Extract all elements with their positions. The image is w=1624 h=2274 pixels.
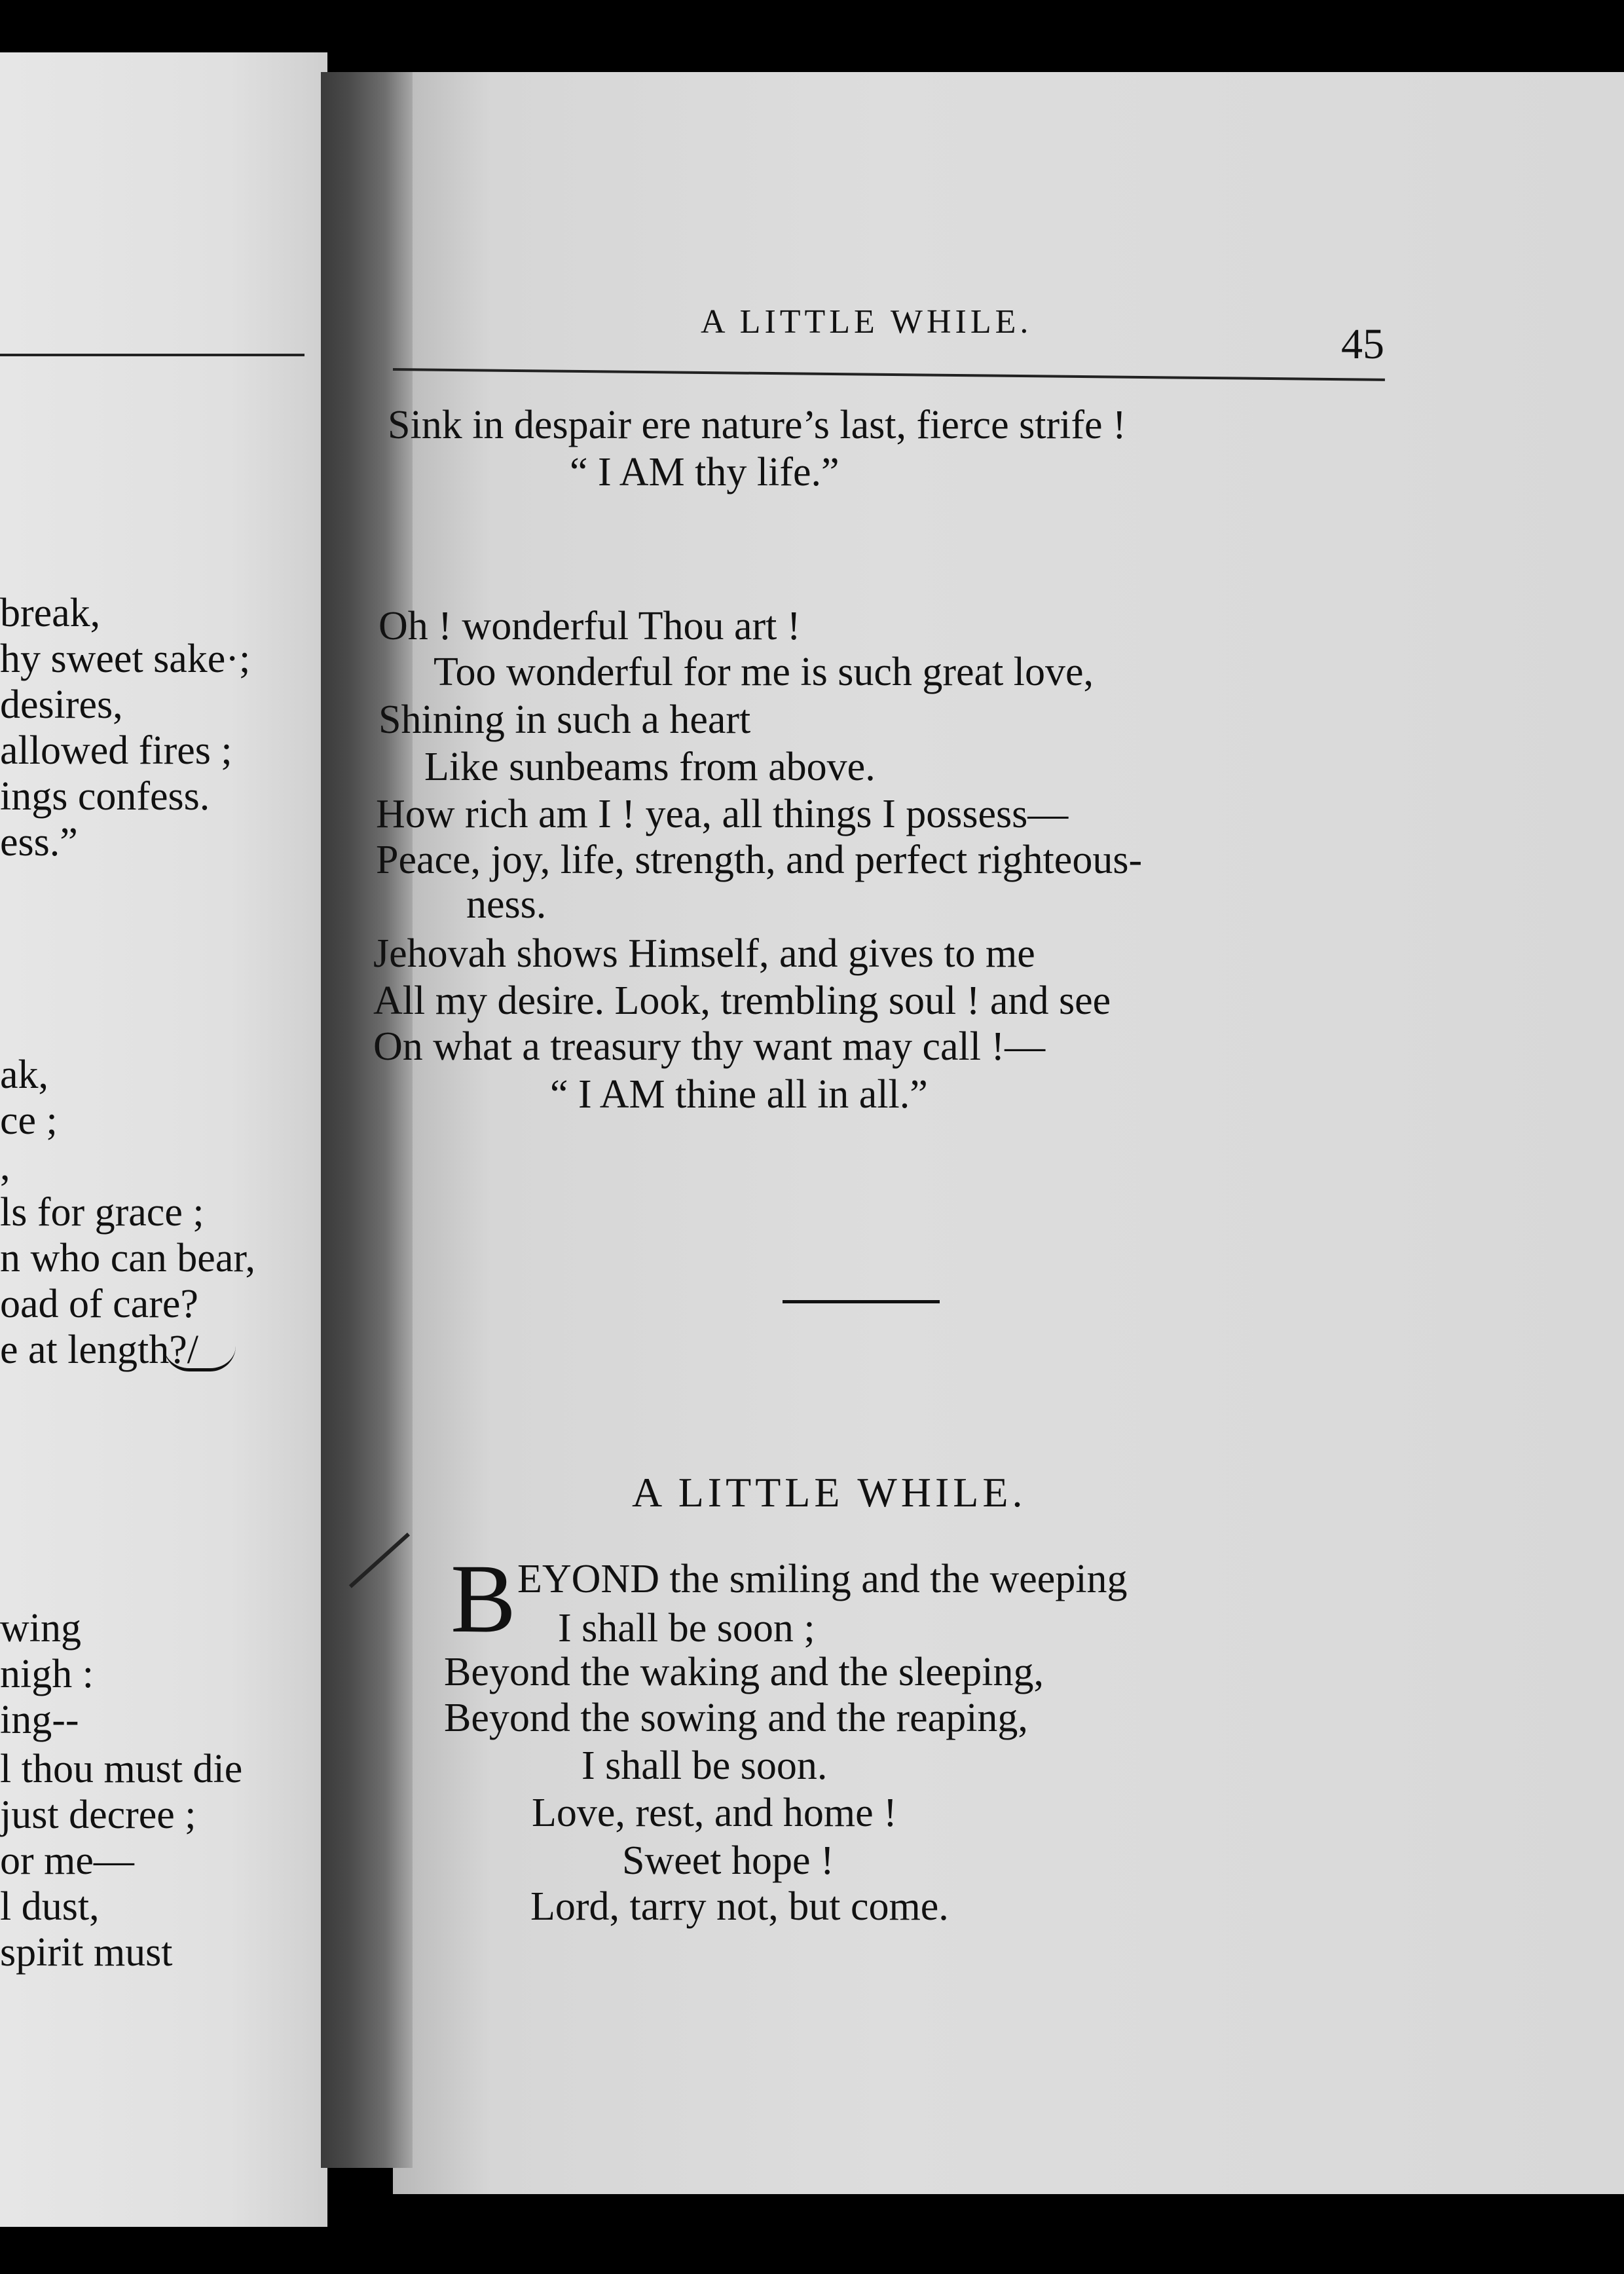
left-line: ce ;	[0, 1098, 58, 1143]
verse-line: I shall be soon.	[581, 1743, 828, 1788]
verse-line: I shall be soon ;	[558, 1606, 815, 1650]
verse-line: Oh ! wonderful Thou art !	[378, 604, 801, 648]
section-divider	[783, 1300, 940, 1303]
left-line: break,	[0, 591, 101, 635]
left-line: e at length?/	[0, 1328, 198, 1372]
verse-line: On what a treasury thy want may call !—	[373, 1024, 1046, 1069]
verse-line: Peace, joy, life, strength, and perfect righteous-	[376, 838, 1143, 882]
verse-line: EYOND the smiling and the weeping	[517, 1557, 1128, 1601]
left-line: allowed fires ;	[0, 728, 232, 773]
left-line: spirit must	[0, 1930, 173, 1975]
left-line: ings confess.	[0, 774, 210, 819]
verse-line: “ I AM thy life.”	[570, 450, 840, 494]
verse-line: Sink in despair ere nature’s last, fierce strife !	[388, 403, 1126, 447]
left-line: just decree ;	[0, 1793, 196, 1837]
left-page	[0, 52, 327, 2227]
verse-line: Love, rest, and home !	[532, 1791, 897, 1835]
verse-line: Shining in such a heart	[378, 698, 751, 742]
left-line: wing	[0, 1606, 81, 1650]
book-gutter-shadow	[321, 72, 413, 2168]
verse-line: Like sunbeams from above.	[424, 745, 876, 789]
verse-line: Too wonderful for me is such great love,	[434, 650, 1094, 694]
left-line: l dust,	[0, 1884, 100, 1929]
verse-line: Lord, tarry not, but come.	[530, 1884, 949, 1929]
left-line: nigh :	[0, 1652, 94, 1696]
left-line: l thou must die	[0, 1747, 243, 1791]
verse-line: Beyond the sowing and the reaping,	[444, 1696, 1028, 1740]
left-header-rule	[0, 354, 304, 356]
left-line: ess.”	[0, 820, 78, 865]
drop-cap: B	[451, 1544, 517, 1653]
poem-title: A LITTLE WHILE.	[632, 1469, 1027, 1516]
right-page	[393, 72, 1624, 2194]
left-line: ,	[0, 1144, 10, 1189]
verse-line: ness.	[466, 882, 547, 927]
verse-line: “ I AM thine all in all.”	[550, 1072, 928, 1117]
verse-line: Sweet hope !	[622, 1838, 834, 1883]
left-line: n who can bear,	[0, 1236, 256, 1280]
left-line: or me—	[0, 1838, 134, 1883]
left-line: desires,	[0, 682, 123, 727]
page-number: 45	[1341, 320, 1384, 368]
left-line: oad of care?	[0, 1282, 198, 1326]
left-line: ls for grace ;	[0, 1190, 204, 1235]
left-line: ak,	[0, 1053, 49, 1097]
verse-line: Beyond the waking and the sleeping,	[444, 1650, 1044, 1694]
verse-line: All my desire. Look, trembling soul ! and see	[373, 979, 1111, 1023]
verse-line: How rich am I ! yea, all things I possess—	[376, 792, 1069, 836]
running-head: A LITTLE WHILE.	[701, 303, 1033, 341]
left-line: ing--	[0, 1698, 79, 1742]
verse-line: Jehovah shows Himself, and gives to me	[373, 931, 1035, 976]
left-line: hy sweet sake·;	[0, 637, 251, 681]
